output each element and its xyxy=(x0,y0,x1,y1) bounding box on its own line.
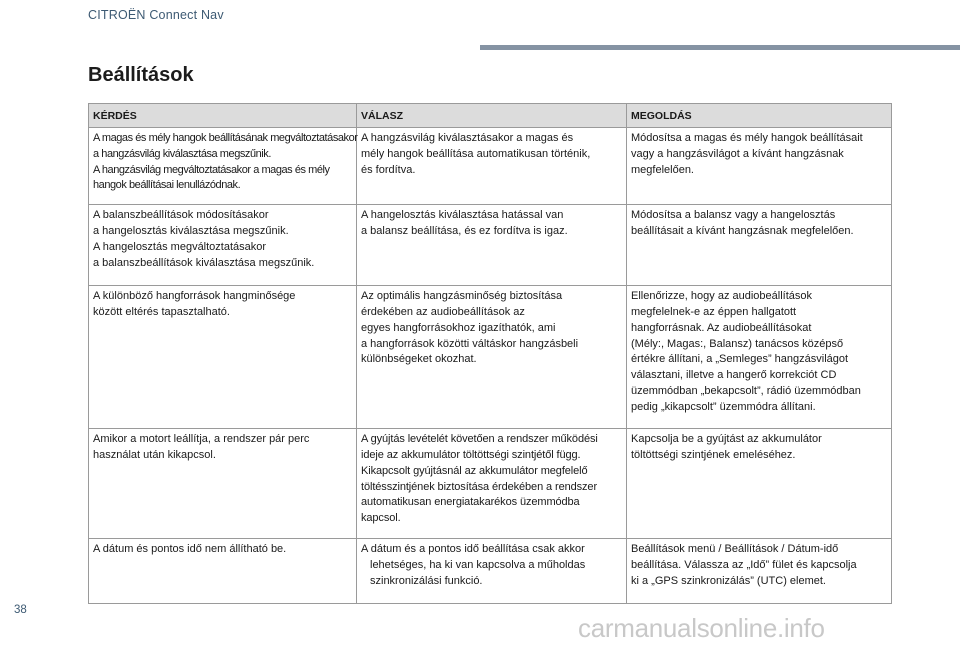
solution-line: töltöttségi szintjének emeléséhez. xyxy=(631,448,796,461)
question-line: A balanszbeállítások módosításakor xyxy=(93,209,269,222)
table-row xyxy=(89,205,892,286)
question-line: A hangzásvilág megváltoztatásakor a magas és mély xyxy=(93,163,330,176)
solution-line: Módosítsa a magas és mély hangok beállításait xyxy=(631,132,863,144)
answer-cell xyxy=(357,205,627,286)
solution-line: Ellenőrizze, hogy az audiobeállítások xyxy=(631,290,813,303)
answer-line: ideje az akkumulátor töltöttségi szintjétől függ. xyxy=(361,448,581,461)
question-line: Amikor a motort leállítja, a rendszer pár perc xyxy=(93,433,310,446)
question-cell xyxy=(89,128,357,205)
answer-line: töltésszintjének biztosítása érdekében a rendszer xyxy=(361,480,598,493)
table-header-row xyxy=(89,104,892,128)
answer-line: lehetséges, ha ki van kapcsolva a műholdas xyxy=(370,558,586,571)
answer-line: különbségeket okozhat. xyxy=(361,353,477,366)
column-header-question: KÉRDÉS xyxy=(89,104,357,128)
question-line: között eltérés tapasztalható. xyxy=(93,305,230,318)
answer-line: A dátum és a pontos idő beállítása csak akkor xyxy=(361,543,585,556)
question-line: A magas és mély hangok beállításának megváltoztatásakor xyxy=(93,132,358,144)
answer-line: mély hangok beállítása automatikusan történik, xyxy=(361,147,591,160)
faq-table xyxy=(88,103,892,604)
table-row xyxy=(89,286,892,429)
table-row xyxy=(89,429,892,539)
answer-line: a hangforrások közötti váltáskor hangzásbeli xyxy=(361,337,579,350)
question-line: használat után kikapcsol. xyxy=(93,448,216,461)
solution-line: (Mély:, Magas:, Balansz) tanácsos középső xyxy=(631,337,844,350)
question-line: a hangelosztás kiválasztása megszűnik. xyxy=(93,224,289,237)
solution-cell xyxy=(627,286,892,429)
solution-cell xyxy=(627,539,892,604)
solution-line: hangforrásnak. Az audiobeállításokat xyxy=(631,321,812,334)
solution-line: ki a „GPS szinkronizálás” (UTC) elemet. xyxy=(631,574,826,587)
answer-line: érdekében az audiobeállítások az xyxy=(361,305,525,318)
answer-line: és fordítva. xyxy=(361,163,416,176)
question-cell xyxy=(89,205,357,286)
column-header-answer: VÁLASZ xyxy=(357,104,627,128)
question-line: a hangzásvilág kiválasztása megszűnik. xyxy=(93,147,271,160)
question-line: A különböző hangforrások hangminősége xyxy=(93,290,296,303)
question-cell xyxy=(89,539,357,604)
answer-line: Az optimális hangzásminőség biztosítása xyxy=(361,290,563,303)
solution-line: pedig „kikapcsolt” üzemmódra állítani. xyxy=(631,400,816,413)
solution-line: vagy a hangzásvilágot a kívánt hangzásnak xyxy=(631,147,844,160)
solution-line: beállítása. Válassza az „Idő” fület és kapcsolja xyxy=(631,558,857,571)
header-brand: CITROËN Connect Nav xyxy=(88,8,224,22)
answer-cell xyxy=(357,286,627,429)
question-cell xyxy=(89,286,357,429)
answer-line: egyes hangforrásokhoz igazíthatók, ami xyxy=(361,321,556,334)
answer-line: Kikapcsolt gyújtásnál az akkumulátor megfelelő xyxy=(361,464,588,477)
answer-line: A hangzásvilág kiválasztásakor a magas és xyxy=(361,132,574,144)
answer-cell xyxy=(357,539,627,604)
solution-line: Módosítsa a balansz vagy a hangelosztás xyxy=(631,209,836,222)
question-cell xyxy=(89,429,357,539)
column-header-solution: MEGOLDÁS xyxy=(627,104,892,128)
watermark-text: carmanualsonline.info xyxy=(578,613,825,643)
answer-line: A hangelosztás kiválasztása hatással van xyxy=(361,209,564,222)
answer-cell xyxy=(357,128,627,205)
solution-cell xyxy=(627,128,892,205)
answer-line: automatikusan energiatakarékos üzemmódba xyxy=(361,496,580,509)
solution-line: Beállítások menü / Beállítások / Dátum-idő xyxy=(631,543,839,556)
solution-line: megfelelnek-e az éppen hallgatott xyxy=(631,305,797,318)
answer-line: A gyújtás levételét követően a rendszer működési xyxy=(361,433,598,446)
solution-line: üzemmódban „bekapcsolt”, rádió üzemmódban xyxy=(631,384,861,397)
question-line: hangok beállításai lenullázódnak. xyxy=(93,179,241,192)
solution-line: Kapcsolja be a gyújtást az akkumulátor xyxy=(631,433,822,446)
table-row xyxy=(89,128,892,205)
question-line: a balanszbeállítások kiválasztása megszűnik. xyxy=(93,256,315,269)
page-number: 38 xyxy=(14,604,27,616)
solution-line: értékre állítani, a „Semleges” hangzásvilágot xyxy=(631,353,849,366)
question-line: A hangelosztás megváltoztatásakor xyxy=(93,240,267,253)
answer-line: szinkronizálási funkció. xyxy=(370,574,483,587)
solution-cell xyxy=(627,205,892,286)
page-title: Beállítások xyxy=(88,64,194,86)
solution-line: megfelelően. xyxy=(631,163,694,176)
header-accent-bar xyxy=(480,45,960,50)
question-line: A dátum és pontos idő nem állítható be. xyxy=(93,543,287,556)
answer-cell xyxy=(357,429,627,539)
answer-line: a balansz beállítása, és ez fordítva is igaz. xyxy=(361,224,568,237)
table-row xyxy=(89,539,892,604)
solution-line: beállításait a kívánt hangzásnak megfelelően. xyxy=(631,224,854,237)
solution-cell xyxy=(627,429,892,539)
answer-line: kapcsol. xyxy=(361,512,401,525)
solution-line: választani, illetve a hangerő korrekciót CD xyxy=(631,369,837,382)
